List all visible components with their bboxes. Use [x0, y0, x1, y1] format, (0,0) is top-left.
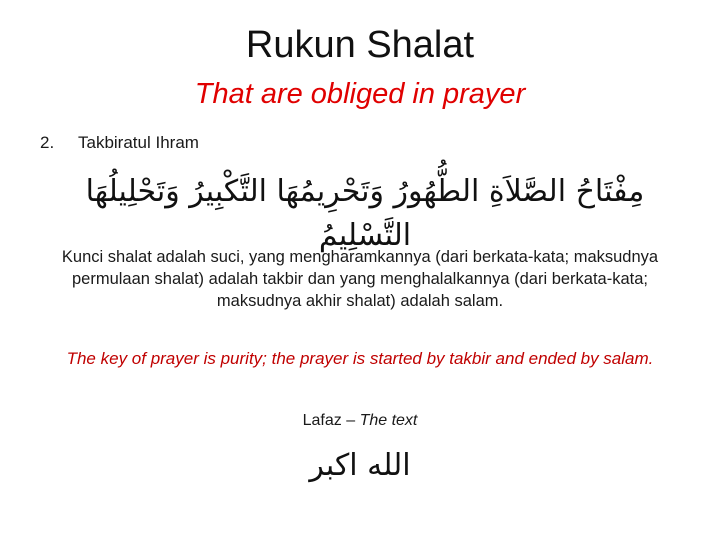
lafaz-text-label: The text	[359, 412, 418, 429]
list-item-takbiratul-ihram	[40, 132, 199, 154]
page-title: Rukun Shalat	[245, 24, 475, 66]
list-item-number: 2.	[40, 133, 55, 152]
page-subtitle: That are obliged in prayer	[194, 78, 526, 110]
lafaz-heading	[0, 410, 720, 432]
translation-english: The key of prayer is purity; the prayer is started by takbir and ended by salam.	[66, 349, 654, 368]
list-item-label: Takbiratul Ihram	[78, 133, 199, 152]
takbir-arabic-text: الله اكبر	[309, 448, 411, 483]
hadith-arabic-text: مِفْتَاحُ الصَّلاَةِ الطُّهُورُ وَتَحْرِيمُهَا التَّكْبِيرُ وَتَحْلِيلُهَا التَّسْلِيمُ	[85, 174, 645, 253]
translation-indonesian: Kunci shalat adalah suci, yang mengharamkannya (dari berkata-kata; maksudnya permulaan shalat) adalah takbir dan yang menghalalkannya (dari berkata-kata; maksudnya akhir shalat) adalah salam.	[61, 248, 659, 310]
lafaz-separator: –	[341, 412, 360, 429]
lafaz-label: Lafaz	[302, 412, 342, 429]
